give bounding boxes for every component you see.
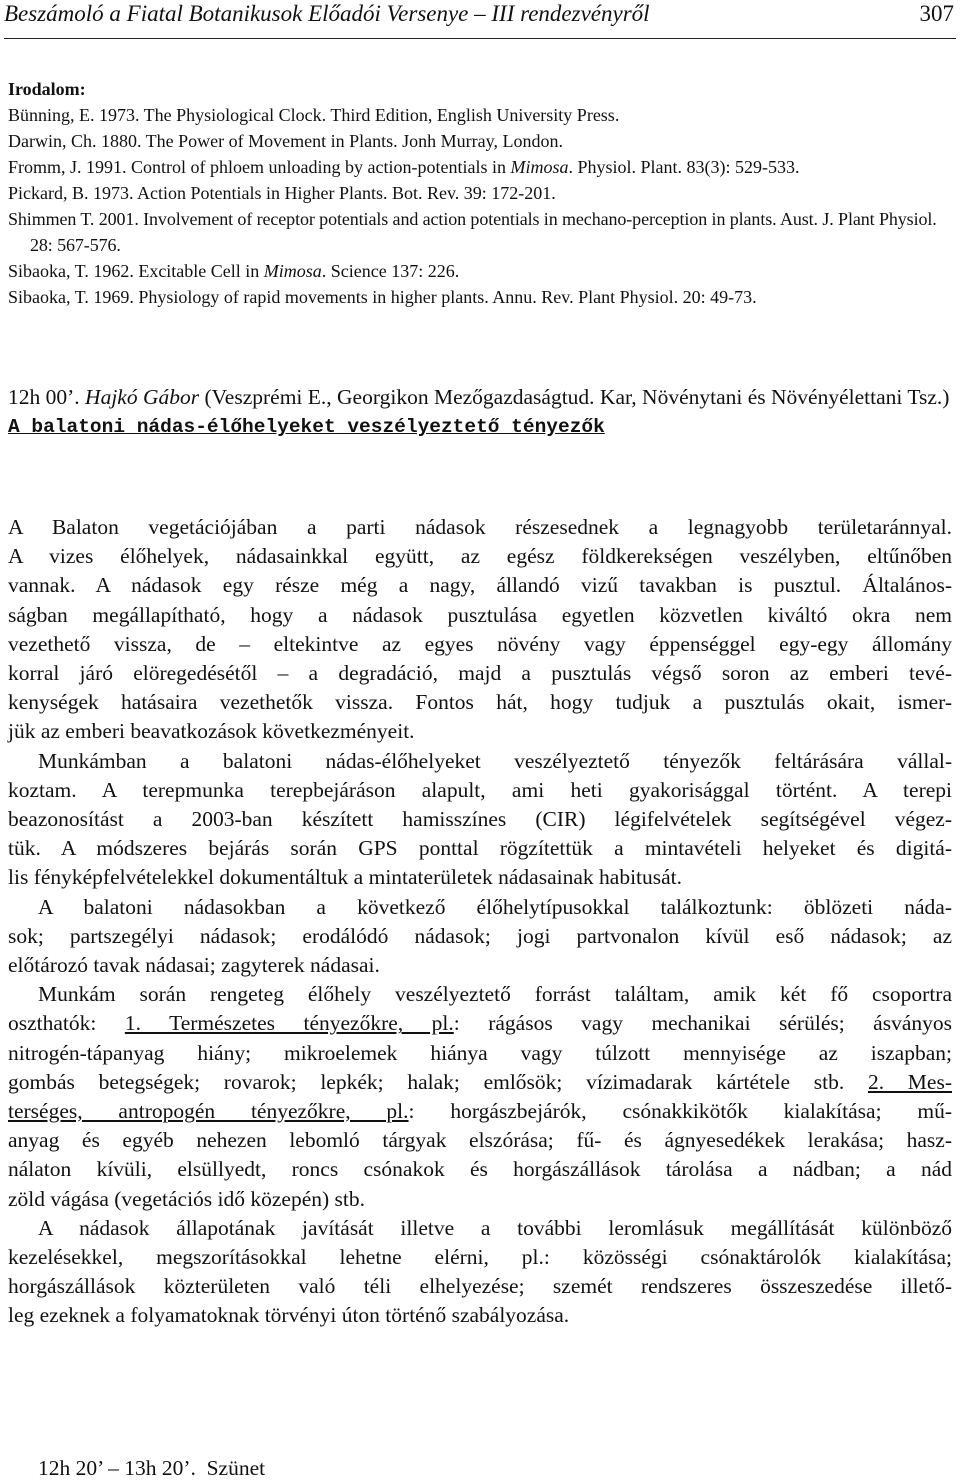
text-line: sok; partszegélyi nádasok; erodálódó nádasok; jogi partvonalon kívül eső nádasok; az xyxy=(8,923,952,948)
page-number: 307 xyxy=(919,1,954,26)
text-line: A Balaton vegetációjában a parti nádasok részesednek a legnagyobb területaránnyal. xyxy=(8,515,952,539)
species-name: Mimosa xyxy=(510,157,569,177)
reference-item: Darwin, Ch. 1880. The Power of Movement in Plants. Jonh Murray, London. xyxy=(8,131,563,151)
paragraph-1 xyxy=(8,513,952,747)
references-section xyxy=(8,76,952,310)
running-header xyxy=(4,0,956,30)
talk-time: 12h 00’. xyxy=(8,385,86,409)
paragraph-2 xyxy=(8,747,952,893)
reference-item: Bünning, E. 1973. The Physiological Clock. Third Edition, English University Press. xyxy=(8,105,620,125)
text-line: jük az emberi beavatkozások következményeit. xyxy=(8,719,415,744)
species-name: Mimosa xyxy=(263,261,322,281)
text-line: nitrogén-tápanyag hiány; mikroelemek hiánya vagy túlzott mennyisége az iszapban; xyxy=(8,1040,952,1065)
text-line: gombás betegségek; rovarok; lepkék; halak; emlősök; vízimadarak kártétele stb. 2. Mes- xyxy=(8,1069,952,1094)
paragraph-4 xyxy=(8,980,952,1214)
text-line: beazonosítást a 2003-ban készített hamisszínes (CIR) légifelvételek segítségével végez- xyxy=(8,807,952,832)
reference-item: Fromm, J. 1991. Control of phloem unloading by action-potentials in Mimosa. Physiol. Plant. 83(3): 529-533. xyxy=(8,157,800,177)
natural-factors-label: 1. Természetes tényezőkre, pl. xyxy=(124,1011,454,1036)
paragraph-5 xyxy=(8,1214,952,1331)
talk-title: A balatoni nádas-élőhelyeket veszélyeztető tényezők xyxy=(8,416,605,438)
reference-item: Shimmen T. 2001. Involvement of receptor potentials and action potentials in mechano-perception in plants. Aust. J. Plant Physiol. 28: 567-576. xyxy=(8,209,937,255)
text-line: korral járó elöregedésétől – a degradáció, majd a pusztulás végső soron az emberi tevé- xyxy=(8,661,952,686)
text-line: előtározó tavak nádasai; zagyterek nádasai. xyxy=(8,953,380,978)
break-schedule-line: 12h 20’ – 13h 20’. Szünet xyxy=(38,1456,266,1480)
text-line: zöld vágása (vegetációs idő közepén) stb. xyxy=(8,1186,366,1211)
text-line: oszthatók: 1. Természetes tényezőkre, pl.: rágásos vagy mechanikai sérülés; ásványos xyxy=(8,1011,953,1036)
text-line: vezethető vissza, de – eltekintve az egyes növény vagy éppenséggel egy-egy állomány xyxy=(8,631,952,656)
reference-item: Sibaoka, T. 1969. Physiology of rapid movements in higher plants. Annu. Rev. Plant Physiol. 20: 49-73. xyxy=(8,287,757,307)
text-line: A vizes élőhelyek, nádasainkkal együtt, az egész földkerekségen veszélyben, eltűnőben xyxy=(8,544,952,569)
talk-header xyxy=(8,384,950,441)
artificial-factors-label-cont: terséges, antropogén tényezőkre, pl. xyxy=(8,1099,409,1124)
text-line: anyag és egyéb nehezen lebomló tárgyak elszórása; fű- és ágnyesedékek lerakása; hasz- xyxy=(8,1128,952,1153)
abstract-body xyxy=(8,513,952,1331)
text-line: vannak. A nádasok egy része még a nagy, állandó vizű tavakban is pusztul. Általános- xyxy=(8,573,952,598)
talk-speaker-line xyxy=(8,384,950,411)
text-line: leg ezeknek a folyamatoknak törvényi úton történő szabályozása. xyxy=(8,1303,570,1328)
text-line: Munkámban a balatoni nádas-élőhelyeket veszélyeztető tényezők feltárására vállal- xyxy=(38,748,952,773)
text-line: kenységek hatásaira vezethetők vissza. Fontos hát, hogy tudjuk a pusztulás okait, ismer- xyxy=(8,690,952,715)
text-line: A balatoni nádasokban a következő élőhelytípusokkal találkoztunk: öblözeti náda- xyxy=(38,894,952,919)
text-line: horgászállások közterületen való téli elhelyezése; szemét rendszeres összeszedése illető- xyxy=(8,1274,952,1299)
text-line: ságban megállapítható, hogy a nádasok pusztulása egyetlen közvetlen kiváltó okra nem xyxy=(8,602,952,627)
text-line: Munkám során rengeteg élőhely veszélyeztető forrást találtam, amik két fő csoportra xyxy=(38,982,952,1007)
talk-affiliation: (Veszprémi E., Georgikon Mezőgazdaságtud. Kar, Növénytani és Növényélettani Tsz.) xyxy=(199,385,950,409)
artificial-factors-label: 2. Mes- xyxy=(867,1069,952,1094)
paragraph-3 xyxy=(8,893,952,981)
text-line: kezelésekkel, megszorításokkal lehetne elérni, pl.: közösségi csónaktárolók kialakítása; xyxy=(8,1245,952,1270)
reference-item: Pickard, B. 1973. Action Potentials in Higher Plants. Bot. Rev. 39: 172-201. xyxy=(8,183,556,203)
text-line: terséges, antropogén tényezőkre, pl.: horgászbejárók, csónakkikötők kialakítása; mű- xyxy=(8,1099,952,1124)
text-line: lis fényképfelvételekkel dokumentáltuk a mintaterületek nádasainak habitusát. xyxy=(8,865,683,890)
text-line: nálaton kívüli, elsüllyedt, roncs csónakok és horgászállások tárolása a nádban; a nád xyxy=(8,1157,952,1182)
talk-author: Hajkó Gábor xyxy=(85,385,200,409)
reference-item: Sibaoka, T. 1962. Excitable Cell in Mimosa. Science 137: 226. xyxy=(8,261,460,281)
header-rule xyxy=(4,38,956,39)
text-line: koztam. A terepmunka terepbejáráson alapult, ami heti gyakorisággal történt. A terepi xyxy=(8,777,952,802)
text-line: tük. A módszeres bejárás során GPS ponttal rögzítettük a mintavételi helyeket és digitá- xyxy=(8,836,952,861)
references-heading: Irodalom: xyxy=(8,79,86,99)
text-line: A nádasok állapotának javítását illetve a további leromlásuk megállítását különböző xyxy=(38,1215,952,1240)
running-header-title: Beszámoló a Fiatal Botanikusok Előadói Versenye – III rendezvényről xyxy=(4,1,650,26)
